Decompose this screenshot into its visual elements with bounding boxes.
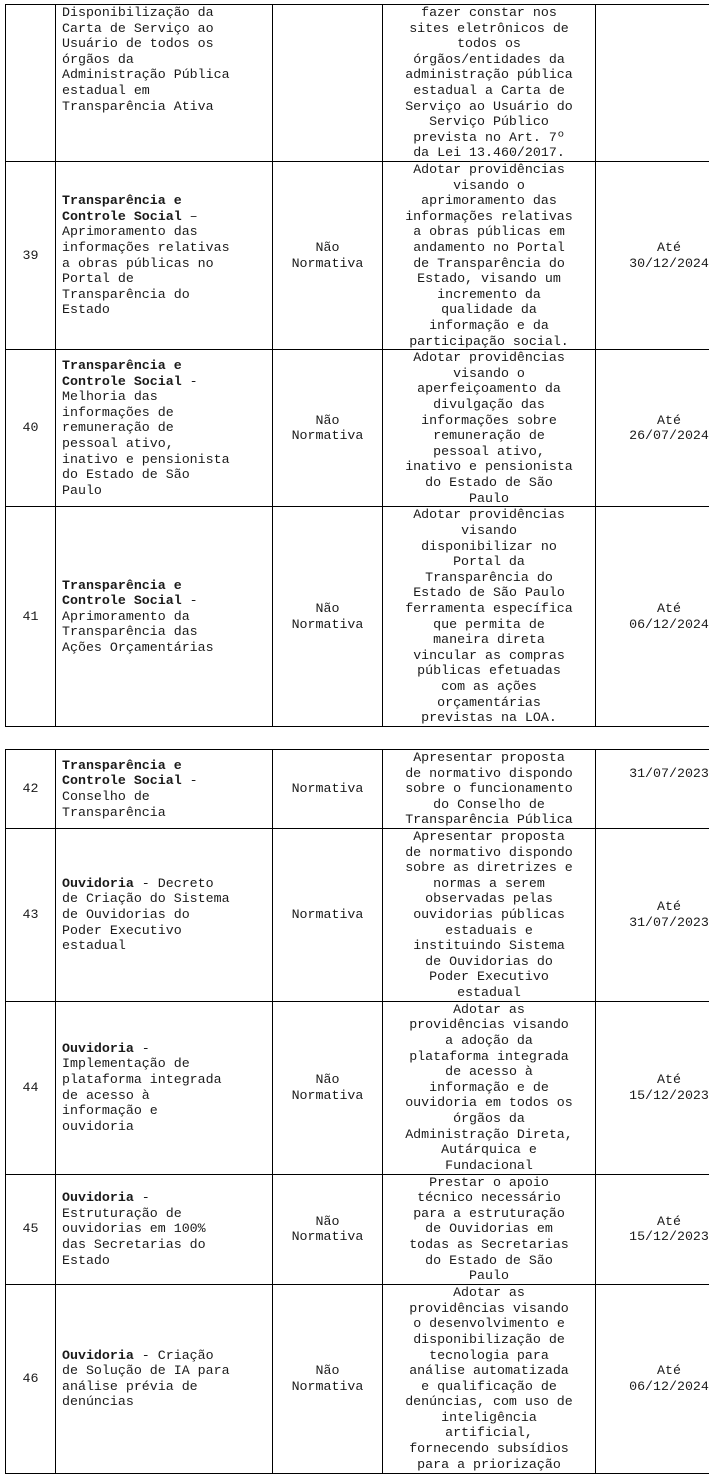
row-number: 39 [6,162,56,350]
action-type: Normativa [273,750,383,829]
action-subject: - Implementação de plataforma integrada de acesso à informação e ouvidoria [62,1040,222,1134]
action-subject: - Conselho de Transparência [62,773,198,820]
action-description: Adotar as providências visando a adoção da plataforma integrada de acesso à informação e de ouvidoria em todos os órgãos da Administração Direta, Autárquica e Fundacional [383,1001,596,1174]
action-description: Adotar as providências visando o desenvolvimento e disponibilização de tecnologia para análise automatizada e qualificação de denúncias, com uso de inteligência artificial, fornecendo subsídios para a priorização [383,1284,596,1473]
action-deadline: Até 26/07/2024 [596,350,709,507]
row-number: 46 [6,1284,56,1473]
action-type: Não Normativa [273,507,383,727]
row-number: 40 [6,350,56,507]
action-title [56,750,273,829]
action-deadline: Até 15/12/2023 [596,1174,709,1284]
action-subject: – Aprimoramento das informações relativas a obras públicas no Portal de Transparência do Estado [62,208,230,318]
action-title [56,829,273,1002]
action-title [56,1174,273,1284]
action-title [56,507,273,727]
action-theme: Transparência e Controle Social [62,577,182,609]
actions-table-1 [5,4,709,727]
actions-table-2 [5,749,709,1474]
action-description: Apresentar proposta de normativo dispondo sobre o funcionamento do Conselho de Transparência Pública [383,750,596,829]
action-subject: - Melhoria das informações de remuneração de pessoal ativo, inativo e pensionista do Estado de São Paulo [62,373,230,498]
action-title [56,350,273,507]
row-number: 45 [6,1174,56,1284]
table-row [6,162,709,350]
action-type: Não Normativa [273,350,383,507]
row-number [6,5,56,162]
table-row [6,350,709,507]
action-type: Normativa [273,829,383,1002]
action-deadline: Até 30/12/2024 [596,162,709,350]
row-number: 44 [6,1001,56,1174]
action-title [56,1001,273,1174]
table-row [6,829,709,1002]
table-row [6,507,709,727]
action-description: Prestar o apoio técnico necessário para a estruturação de Ouvidorias em todas as Secretarias do Estado de São Paulo [383,1174,596,1284]
row-number: 41 [6,507,56,727]
action-deadline [596,5,709,162]
action-title [56,5,273,162]
action-theme: Ouvidoria [62,875,134,891]
action-deadline: Até 31/07/2023 [596,829,709,1002]
action-theme: Transparência e Controle Social [62,357,182,389]
action-deadline: Até 06/12/2024 [596,507,709,727]
action-deadline: Até 15/12/2023 [596,1001,709,1174]
action-description: fazer constar nos sites eletrônicos de todos os órgãos/entidades da administração pública estadual a Carta de Serviço ao Usuário do Serviço Público prevista no Art. 7º da Lei 13.460/2017. [383,5,596,162]
action-type [273,5,383,162]
action-theme: Transparência e Controle Social [62,193,182,224]
action-title [56,1284,273,1473]
row-number: 43 [6,829,56,1002]
action-title [56,162,273,350]
action-type: Não Normativa [273,1284,383,1473]
action-subject: - Criação de Solução de IA para análise prévia de denúncias [62,1347,230,1410]
action-type: Não Normativa [273,1174,383,1284]
action-description: Apresentar proposta de normativo dispondo sobre as diretrizes e normas a serem observadas pelas ouvidorias públicas estaduais e instituindo Sistema de Ouvidorias do Poder Executivo estadual [383,829,596,1002]
table-row [6,750,709,829]
action-subject: - Decreto de Criação do Sistema de Ouvidorias do Poder Executivo estadual [62,875,230,954]
action-subject: - Aprimoramento da Transparência das Ações Orçamentárias [62,593,214,656]
action-type: Não Normativa [273,162,383,350]
action-theme: Ouvidoria [62,1190,134,1206]
table-row [6,5,709,162]
table-row [6,1174,709,1284]
action-subject: Disponibilização da Carta de Serviço ao Usuário de todos os órgãos da Administração Pública estadual em Transparência Ativa [62,5,230,114]
action-theme: Ouvidoria [62,1347,134,1363]
action-description: Adotar providências visando o aperfeiçoamento da divulgação das informações sobre remuneração de pessoal ativo, inativo e pensionista do Estado de São Paulo [383,350,596,507]
table-row [6,1001,709,1174]
action-description: Adotar providências visando o aprimoramento das informações relativas a obras públicas em andamento no Portal de Transparência do Estado, visando um incremento da qualidade da informação e da participação social. [383,162,596,350]
action-deadline: Até 06/12/2024 [596,1284,709,1473]
action-theme: Ouvidoria [62,1040,134,1056]
action-description: Adotar providências visando disponibilizar no Portal da Transparência do Estado de São Paulo ferramenta específica que permita de maneira direta vincular as compras públicas efetuadas com as ações orçamentárias previstas na LOA. [383,507,596,727]
action-deadline: 31/07/2023 [596,750,709,829]
table-row [6,1284,709,1473]
action-type: Não Normativa [273,1001,383,1174]
row-number: 42 [6,750,56,829]
action-subject: - Estruturação de ouvidorias em 100% das Secretarias do Estado [62,1190,206,1268]
action-theme: Transparência e Controle Social [62,757,182,789]
